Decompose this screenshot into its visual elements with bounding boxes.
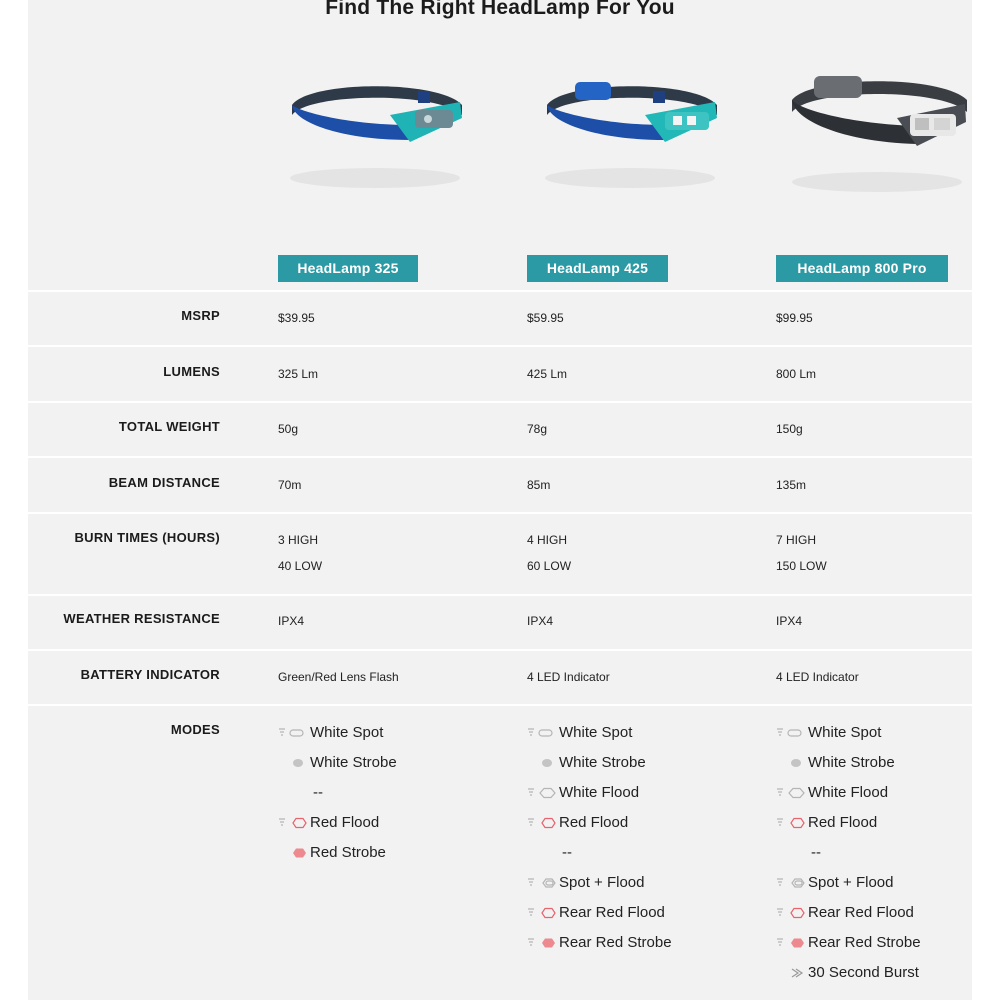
burn-high-value: 4 HIGH [527,533,568,547]
row-divider [28,290,972,292]
mode-item [527,778,727,808]
mode-item [776,778,966,808]
mode-item [278,838,478,868]
red-flood-icon [278,817,308,829]
mode-label: Red Flood [559,814,629,831]
weight-value: 78g [527,422,548,436]
beam-value: 85m [527,478,551,492]
red-flood-icon [776,817,806,829]
white-strobe-icon [278,757,308,769]
red-flood-icon [527,817,557,829]
white-spot-icon [278,727,308,739]
burn-high-value: 7 HIGH [776,533,817,547]
mode-item [776,928,966,958]
mode-item [527,838,727,868]
mode-label: Spot + Flood [559,874,645,891]
weather-value: IPX4 [278,614,305,628]
spot-flood-icon [776,877,806,889]
white-strobe-icon [776,757,806,769]
mode-label: Spot + Flood [808,874,894,891]
row-divider [28,704,972,706]
mode-item [776,718,966,748]
rear-red-flood-icon [776,907,806,919]
weight-value: 50g [278,422,299,436]
white-spot-icon [776,727,806,739]
msrp-value: $39.95 [278,311,315,325]
rear-red-strobe-icon [776,937,806,949]
headlamp-800-pro-image [782,70,972,200]
beam-value: 70m [278,478,302,492]
mode-item [278,748,478,778]
beam-value: 135m [776,478,807,492]
product-badge-325: HeadLamp 325 [278,255,418,282]
burst-icon [776,967,806,979]
mode-label: Red Flood [310,814,380,831]
mode-label: -- [811,844,821,861]
headlamp-325-image [280,70,470,200]
weight-value: 150g [776,422,803,436]
battery-value: 4 LED Indicator [527,670,610,684]
rear-red-flood-icon [527,907,557,919]
product-badge-800-pro: HeadLamp 800 Pro [776,255,948,282]
label-beam-distance: BEAM DISTANCE [108,475,220,490]
burn-low-value: 150 LOW [776,559,827,573]
lumens-value: 800 Lm [776,367,817,381]
mode-label: Red Flood [808,814,878,831]
mode-item [527,808,727,838]
mode-item [527,718,727,748]
row-divider [28,345,972,347]
product-badge-425: HeadLamp 425 [527,255,668,282]
mode-label: White Strobe [808,754,895,771]
mode-item [776,868,966,898]
mode-item [776,838,966,868]
white-spot-icon [527,727,557,739]
white-flood-icon [776,787,806,799]
label-lumens: LUMENS [163,364,220,379]
mode-item [278,718,478,748]
mode-label: Red Strobe [310,844,386,861]
row-divider [28,649,972,651]
burn-low-value: 40 LOW [278,559,323,573]
weather-value: IPX4 [527,614,554,628]
white-flood-icon [527,787,557,799]
mode-item [527,868,727,898]
row-divider [28,401,972,403]
battery-value: Green/Red Lens Flash [278,670,399,684]
label-total-weight: TOTAL WEIGHT [118,419,220,434]
label-msrp: MSRP [181,308,220,323]
mode-label: 30 Second Burst [808,964,919,981]
mode-label: White Flood [808,784,889,801]
weather-value: IPX4 [776,614,803,628]
red-strobe-icon [278,847,308,859]
mode-item [527,928,727,958]
mode-label: Rear Red Strobe [559,934,672,951]
label-battery-indicator: BATTERY INDICATOR [80,667,220,682]
spot-flood-icon [527,877,557,889]
mode-label: White Spot [559,724,633,741]
lumens-value: 425 Lm [527,367,568,381]
white-strobe-icon [527,757,557,769]
rear-red-strobe-icon [527,937,557,949]
row-divider [28,456,972,458]
msrp-value: $59.95 [527,311,564,325]
burn-high-value: 3 HIGH [278,533,319,547]
row-divider [28,512,972,514]
mode-item [776,898,966,928]
mode-label: White Flood [559,784,640,801]
msrp-value: $99.95 [776,311,813,325]
mode-label: White Strobe [559,754,646,771]
headlamp-425-image [535,70,725,200]
mode-label: -- [313,784,323,801]
page-title: Find The Right HeadLamp For You [325,0,675,19]
modes-list-425 [527,718,727,958]
mode-label: -- [562,844,572,861]
mode-label: Rear Red Strobe [808,934,921,951]
mode-label: White Strobe [310,754,397,771]
mode-item [776,808,966,838]
label-burn-times: BURN TIMES (HOURS) [74,530,220,545]
mode-item [278,778,478,808]
mode-item [776,748,966,778]
mode-label: Rear Red Flood [559,904,665,921]
label-modes: MODES [170,722,220,737]
burn-low-value: 60 LOW [527,559,572,573]
mode-label: Rear Red Flood [808,904,914,921]
mode-label: White Spot [808,724,882,741]
modes-list-325 [278,718,478,868]
mode-item [527,898,727,928]
row-divider [28,594,972,596]
label-weather-resistance: WEATHER RESISTANCE [63,611,220,626]
battery-value: 4 LED Indicator [776,670,859,684]
lumens-value: 325 Lm [278,367,319,381]
mode-item [527,748,727,778]
mode-item [278,808,478,838]
mode-label: White Spot [310,724,384,741]
mode-item [776,958,966,988]
modes-list-800-pro [776,718,966,988]
